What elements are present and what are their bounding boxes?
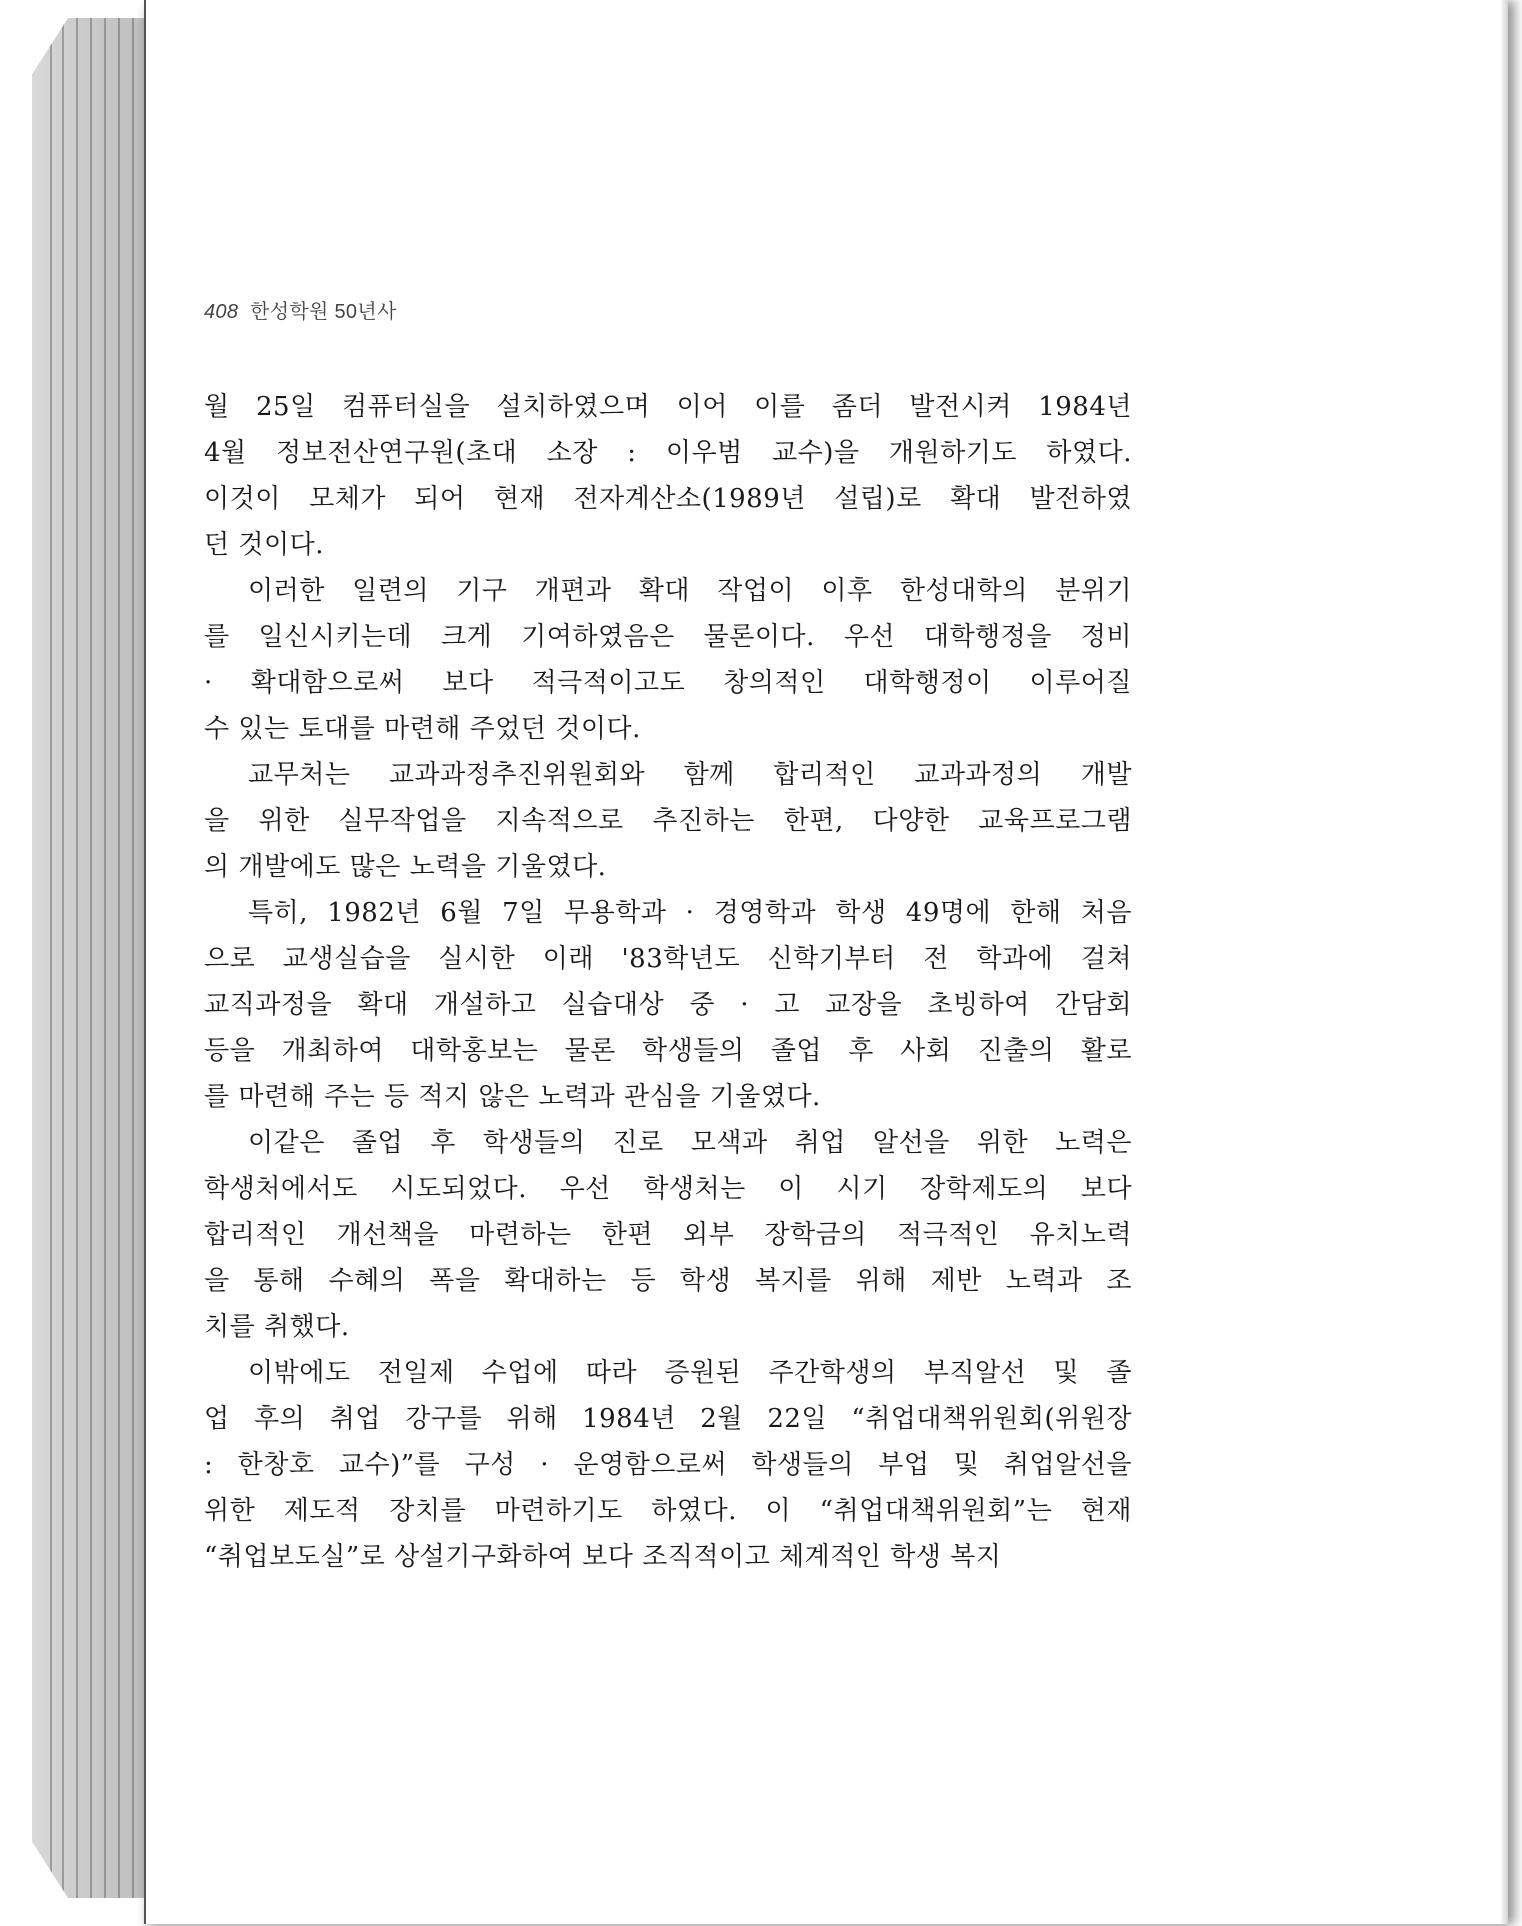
text-line: 이것이 모체가 되어 현재 전자계산소(1989년 설립)로 확대 발전하였 <box>204 484 1132 514</box>
text-line: “취업보도실”로 상설기구화하여 보다 조직적이고 체계적인 학생 복지 <box>204 1542 1002 1572</box>
text-line: : 한창호 교수)”를 구성 · 운영함으로써 학생들의 부업 및 취업알선을 <box>204 1450 1132 1480</box>
paragraph <box>204 1120 1132 1350</box>
body-text <box>204 384 1132 1580</box>
text-line: 교직과정을 확대 개설하고 실습대상 중 · 고 교장을 초빙하여 간담회 <box>204 990 1132 1020</box>
text-line: 으로 교생실습을 실시한 이래 '83학년도 신학기부터 전 학과에 걸쳐 <box>204 944 1132 974</box>
text-line: 업 후의 취업 강구를 위해 1984년 2월 22일 “취업대책위원회(위원장 <box>204 1404 1132 1434</box>
text-line: 이밖에도 전일제 수업에 따라 증원된 주간학생의 부직알선 및 졸 <box>248 1358 1132 1388</box>
text-line: 월 25일 컴퓨터실을 설치하였으며 이어 이를 좀더 발전시켜 1984년 <box>204 392 1132 422</box>
text-line: 치를 취했다. <box>204 1312 350 1342</box>
text-line: 수 있는 토대를 마련해 주었던 것이다. <box>204 714 641 744</box>
text-line: 위한 제도적 장치를 마련하기도 하였다. 이 “취업대책위원회”는 현재 <box>204 1496 1132 1526</box>
text-line: 합리적인 개선책을 마련하는 한편 외부 장학금의 적극적인 유치노력 <box>204 1220 1132 1250</box>
text-line: 4월 정보전산연구원(초대 소장 : 이우범 교수)을 개원하기도 하였다. <box>204 438 1132 468</box>
running-head <box>204 295 397 324</box>
text-line: 학생처에서도 시도되었다. 우선 학생처는 이 시기 장학제도의 보다 <box>204 1174 1132 1204</box>
page-number: 408 <box>204 301 239 323</box>
text-line: 의 개발에도 많은 노력을 기울였다. <box>204 852 607 882</box>
text-line: 을 위한 실무작업을 지속적으로 추진하는 한편, 다양한 교육프로그램 <box>204 806 1132 836</box>
text-line: · 확대함으로써 보다 적극적이고도 창의적인 대학행정이 이루어질 <box>204 668 1132 698</box>
paragraph <box>204 1350 1132 1580</box>
text-line: 을 통해 수혜의 폭을 확대하는 등 학생 복지를 위해 제반 노력과 조 <box>204 1266 1132 1296</box>
text-line: 이러한 일련의 기구 개편과 확대 작업이 이후 한성대학의 분위기 <box>248 576 1132 606</box>
paragraph <box>204 752 1132 890</box>
text-line: 던 것이다. <box>204 530 324 560</box>
text-line: 특히, 1982년 6월 7일 무용학과 · 경영학과 학생 49명에 한해 처음 <box>248 898 1132 928</box>
text-line: 등을 개최하여 대학홍보는 물론 학생들의 졸업 후 사회 진출의 활로 <box>204 1036 1132 1066</box>
text-line: 교무처는 교과과정추진위원회와 함께 합리적인 교과과정의 개발 <box>248 760 1132 790</box>
paragraph <box>204 568 1132 752</box>
text-line: 를 마련해 주는 등 적지 않은 노력과 관심을 기울였다. <box>204 1082 821 1112</box>
paragraph <box>204 384 1132 568</box>
text-line: 이같은 졸업 후 학생들의 진로 모색과 취업 알선을 위한 노력은 <box>248 1128 1132 1158</box>
text-line: 를 일신시키는데 크게 기여하였음은 물론이다. 우선 대학행정을 정비 <box>204 622 1132 652</box>
book-title: 한성학원 50년사 <box>250 301 397 323</box>
paragraph <box>204 890 1132 1120</box>
page-stack-edges <box>32 18 152 1898</box>
